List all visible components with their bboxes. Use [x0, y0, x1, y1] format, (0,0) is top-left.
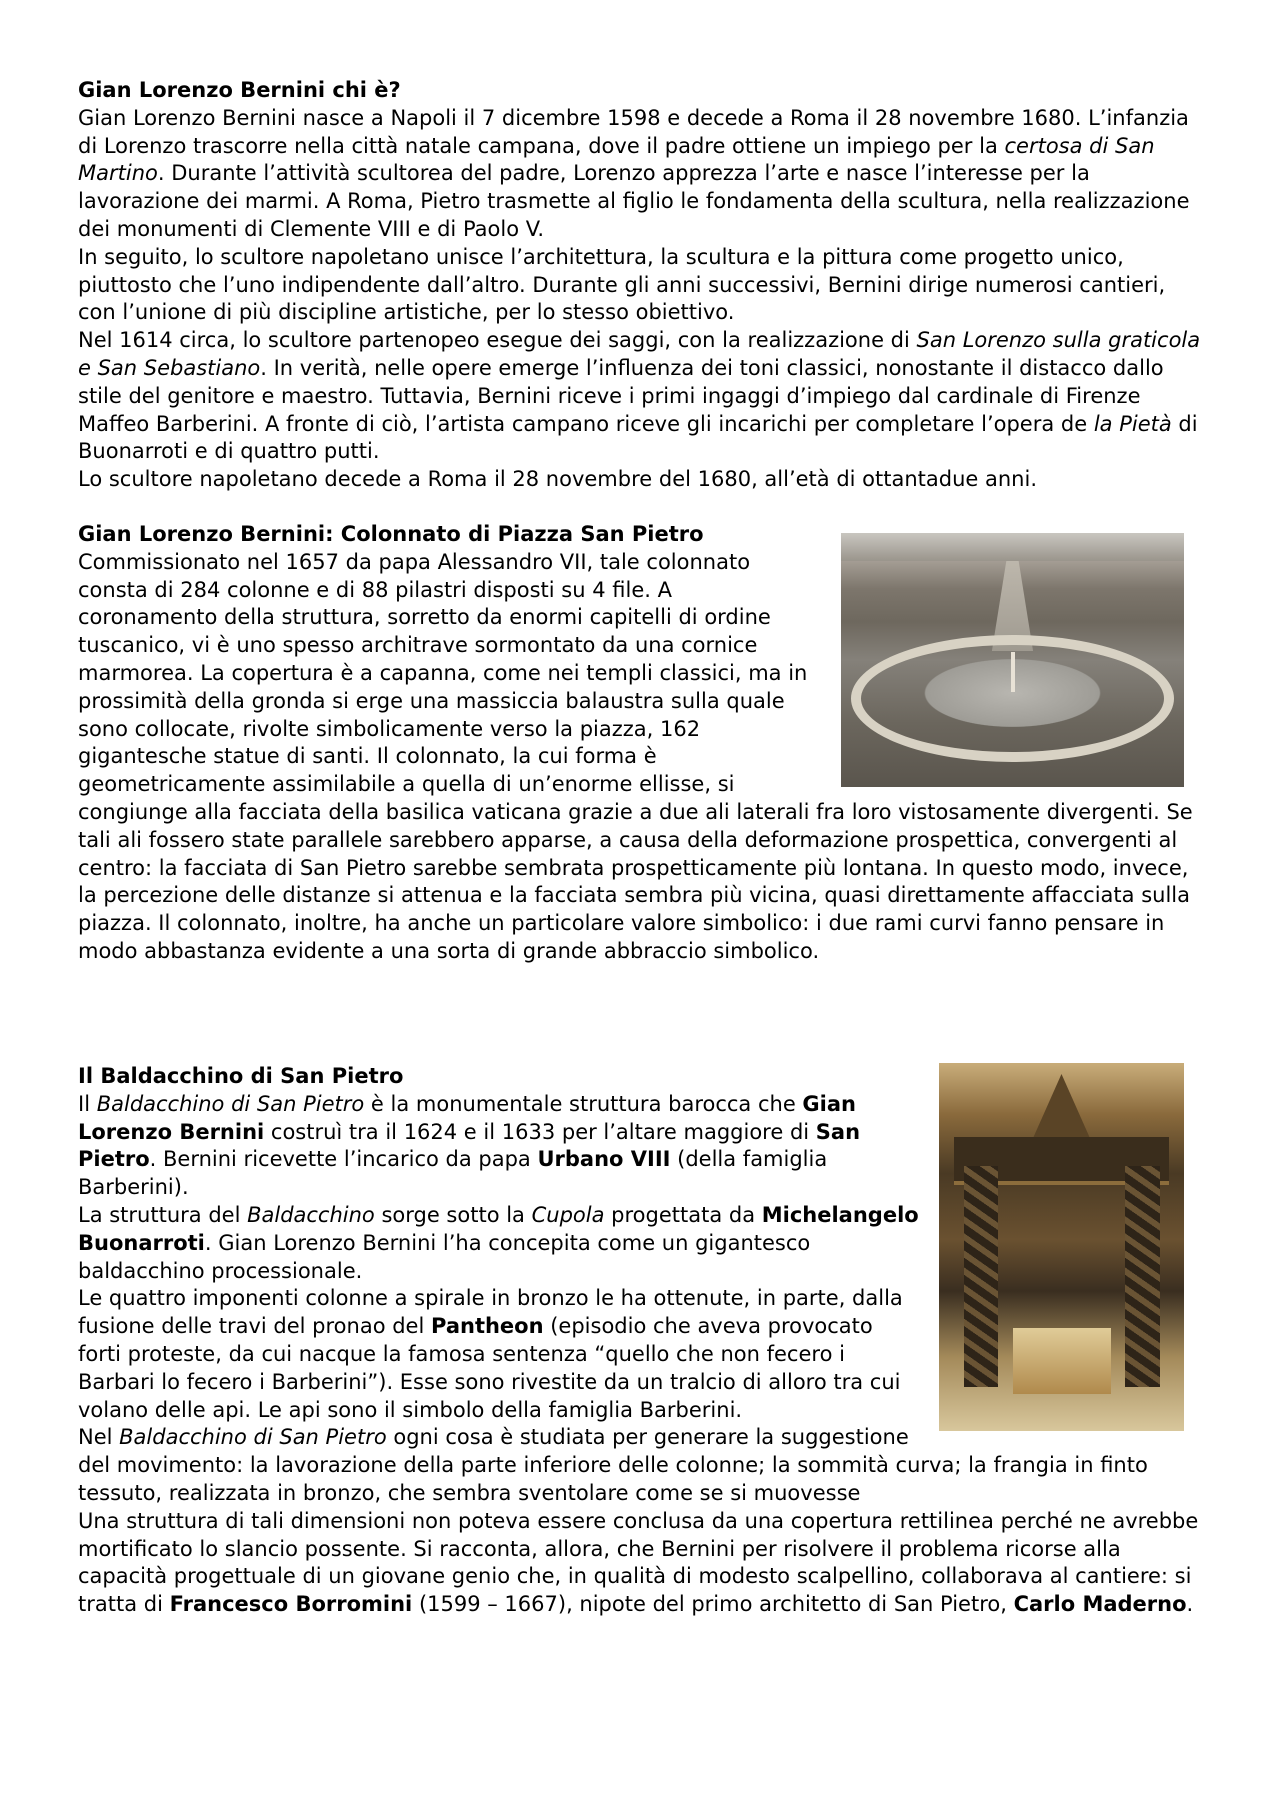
section-title: Gian Lorenzo Bernini: Colonnato di Piazza San Pietro — [78, 522, 704, 546]
paragraph: In seguito, lo scultore napoletano unisce l’architettura, la scultura e la pittura come progetto unico, piuttosto che l’uno indipendente dall’altro. Durante gli anni successivi, Bernini dirige numerosi cantieri, con l’unione di più discipline artistiche, per lo stesso obiettivo. — [78, 244, 1166, 325]
paragraph: Gian Lorenzo Bernini nasce a Napoli il 7 dicembre 1598 e decede a Roma il 28 novembre 1680. L’infanzia di Lorenzo trascorre nella città natale campana, dove il padre ottiene un impiego per la certosa di San Martino. Durante l’attività scultorea del padre, Lorenzo apprezza l’arte e nasce l’interesse per la lavorazione dei marmi. A Roma, Pietro trasmette al figlio le fondamenta della scultura, nella realizzazione dei monumenti di Clemente VIII e di Paolo V. — [78, 105, 1190, 241]
paragraph: Le quattro imponenti colonne a spirale in bronzo le ha ottenute, in parte, dalla fusione delle travi del pronao del Pantheon (episodio che aveva provocato forti proteste, da cui nacque la famosa sentenza “quello che non fecero i Barbari lo fecero i Barberini”). Esse sono rivestite da un tralcio di alloro tra cui volano delle api. Le api sono il simbolo della famiglia Barberini. — [78, 1286, 903, 1422]
paragraph: Una struttura di tali dimensioni non poteva essere conclusa da una copertura rettilinea perché ne avrebbe mortificato lo slancio possente. Si racconta, allora, che Bernini per risolvere il problema ricorse alla capacità progettuale di un giovane genio che, in qualità di modesto scalpellino, collaborava al cantiere: si tratta di Francesco Borromini (1599 – 1667), nipote del primo architetto di San Pietro, Carlo Maderno. — [78, 1508, 1199, 1617]
piazza-san-pietro-photo — [841, 533, 1184, 787]
paragraph: Nel 1614 circa, lo scultore partenopeo esegue dei saggi, con la realizzazione di San Lorenzo sulla graticola e San Sebastiano. In verità, nelle opere emerge l’influenza dei toni classici, nonostante il distacco dallo stile del genitore e maestro. Tuttavia, Bernini riceve i primi ingaggi d’impiego dal cardinale di Firenze Maffeo Barberini. A fronte di ciò, l’artista campano riceve gli incarichi per completare l’opera de la Pietà di Buonarroti e di quattro putti. — [78, 328, 1201, 464]
paragraph: Nel Baldacchino di San Pietro ogni cosa è studiata per generare la suggestione del movimento: la lavorazione della parte inferiore delle colonne; la sommità curva; la frangia in finto tessuto, realizzata in bronzo, che sembra sventolare come se si muovesse — [78, 1425, 1148, 1505]
section-baldacchino — [78, 1063, 1208, 1619]
section-colonnato — [78, 521, 1208, 966]
paragraph: Lo scultore napoletano decede a Roma il 28 novembre del 1680, all’età di ottantadue anni. — [78, 467, 1037, 492]
section-title: Il Baldacchino di San Pietro — [78, 1064, 404, 1088]
baldacchino-photo — [939, 1063, 1184, 1431]
section-title: Gian Lorenzo Bernini chi è? — [78, 78, 401, 102]
paragraph: Commissionato nel 1657 da papa Alessandro VII, tale colonnato consta di 284 colonne e di 88 pilastri disposti su 4 file. A coronamento della struttura, sorretto da enormi capitelli di ordine tuscanico, vi è uno spesso architrave sormontato da una cornice marmorea. La copertura è a capanna, come nei templi classici, ma in prossimità della gronda si erge una massiccia balaustra sulla quale sono collocate, rivolte simbolicamente verso la piazza, 162 gigantesche statue di santi. Il colonnato, la cui forma è geometricamente assimilabile a quella di un’enorme ellisse, si congiunge alla facciata della basilica vaticana grazie a due ali laterali fra loro vistosamente divergenti. Se tali ali fossero state parallele sarebbero apparse, a causa della deformazione prospettica, convergenti al centro: la facciata di San Pietro sarebbe sembrata prospetticamente più lontana. In questo modo, invece, la percezione delle distanze si attenua e la facciata sembra più vicina, quasi direttamente affacciata sulla piazza. Il colonnato, inoltre, ha anche un particolare valore simbolico: i due rami curvi fanno pensare in modo abbastanza evidente a una sorta di grande abbraccio simbolico. — [78, 549, 1193, 963]
paragraph: Il Baldacchino di San Pietro è la monumentale struttura barocca che Gian Lorenzo Bernini costruì tra il 1624 e il 1633 per l’altare maggiore di San Pietro. Bernini ricevette l’incarico da papa Urbano VIII (della famiglia Barberini). — [78, 1091, 861, 1200]
section-bernini-bio — [78, 77, 1208, 494]
paragraph: La struttura del Baldacchino sorge sotto la Cupola progettata da Michelangelo Buonarroti. Gian Lorenzo Bernini l’ha concepita come un gigantesco baldacchino processionale. — [78, 1202, 919, 1283]
